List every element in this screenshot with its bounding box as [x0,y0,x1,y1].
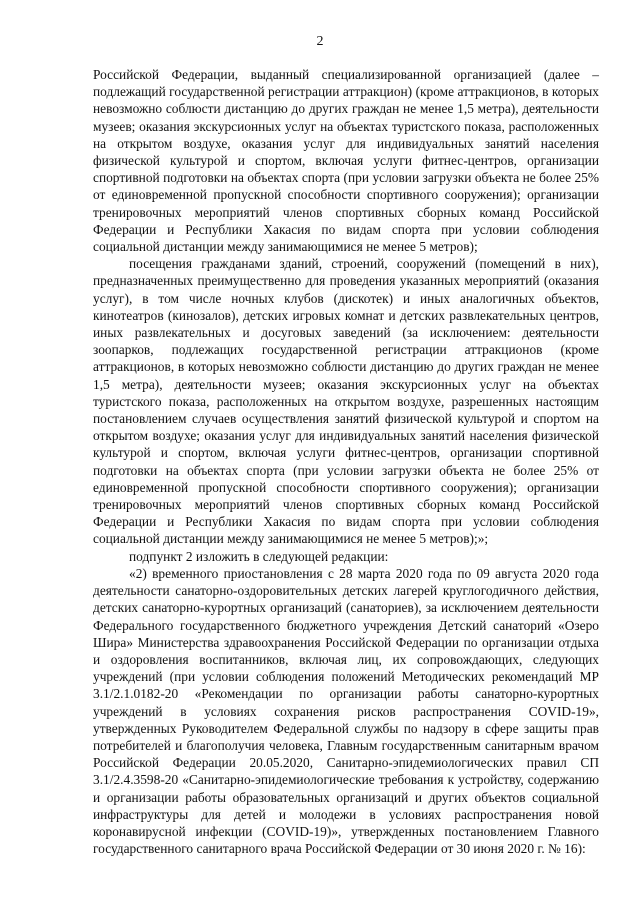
page-number: 2 [316,34,324,49]
paragraph-subitem-2: «2) временного приостановления с 28 марта 2020 года по 09 августа 2020 года деятельности санаторно-оздоровительных детских лагерей круглогодичного действия, детских санаторно-курортных организаций (санаториев), за исключением деятельности Федерального государственного бюджетного учреждения Детский санаторий «Озеро Шира» Министерства здравоохранения Российской Федерации по организации отдыха и оздоровления воспитанников, включая лиц, их сопровождающих, следующих учреждений (при условии соблюдения положений Методических рекомендаций МР 3.1/2.1.0182-20 «Рекомендации по организации работы санаторно-курортных учреждений в условиях сохранения рисков распространения COVID-19», утвержденных Руководителем Федеральной службы по надзору в сфере защиты прав потребителей и благополучия человека, Главным государственным санитарным врачом Российской Федерации 20.05.2020, Санитарно-эпидемиологических правил СП 3.1/2.4.3598-20 «Санитарно-эпидемиологические требования к устройству, содержанию и организации работы образовательных организаций и других объектов социальной инфраструктуры для детей и молодежи в условиях распространения новой коронавирусной инфекции (COVID-19)», утвержденных постановлением Главного государственного санитарного врача Российской Федерации от 30 июня 2020 г. № 16): [93,565,599,857]
paragraph-subitem-intro: подпункт 2 изложить в следующей редакции: [129,548,389,564]
document-body [93,66,599,857]
paragraph-continuation: Российской Федерации, выданный специализированной организацией (далее – подлежащий государственной регистрации аттракцион) (кроме аттракционов, в которых невозможно соблюсти дистанцию до других граждан не менее 1,5 метра), деятельности музеев; оказания экскурсионных услуг на объектах туристского показа, расположенных на открытом воздухе, оказания услуг для индивидуальных занятий населения физической культурой и спортом, включая услуги фитнес-центров, организации спортивной подготовки на объектах спорта (при условии загрузки объекта не более 25% от единовременной пропускной способности спортивного сооружения); организации тренировочных мероприятий членов спортивных сборных команд Российской Федерации и Республики Хакасия по видам спорта при условии соблюдения социальной дистанции между занимающимися не менее 5 метров); [93,67,599,255]
paragraph-visits: посещения гражданами зданий, строений, сооружений (помещений в них), предназначенных преимущественно для проведения указанных мероприятий (оказания услуг), в том числе ночных клубов (дискотек) и иных аналогичных объектов, кинотеатров (кинозалов), детских игровых комнат и детских развлекательных центров, иных развлекательных и досуговых заведений (за исключением: деятельности зоопарков, подлежащих государственной регистрации аттракционов (кроме аттракционов, в которых невозможно соблюсти дистанцию до других граждан не менее 1,5 метра), деятельности музеев; оказания экскурсионных услуг на объектах туристского показа, расположенных на открытом воздухе, разрешенных настоящим постановлением случаев осуществления занятий физической культурой и спортом на открытом воздухе; оказания услуг для индивидуальных занятий населения физической культурой и спортом, включая услуги фитнес-центров, организации спортивной подготовки на объектах спорта (при условии загрузки объекта не более 25% от единовременной пропускной способности спортивного сооружения); организации тренировочных мероприятий членов спортивных сборных команд Российской Федерации и Республики Хакасия по видам спорта при условии соблюдения социальной дистанции между занимающимися не менее 5 метров);»; [93,256,599,547]
